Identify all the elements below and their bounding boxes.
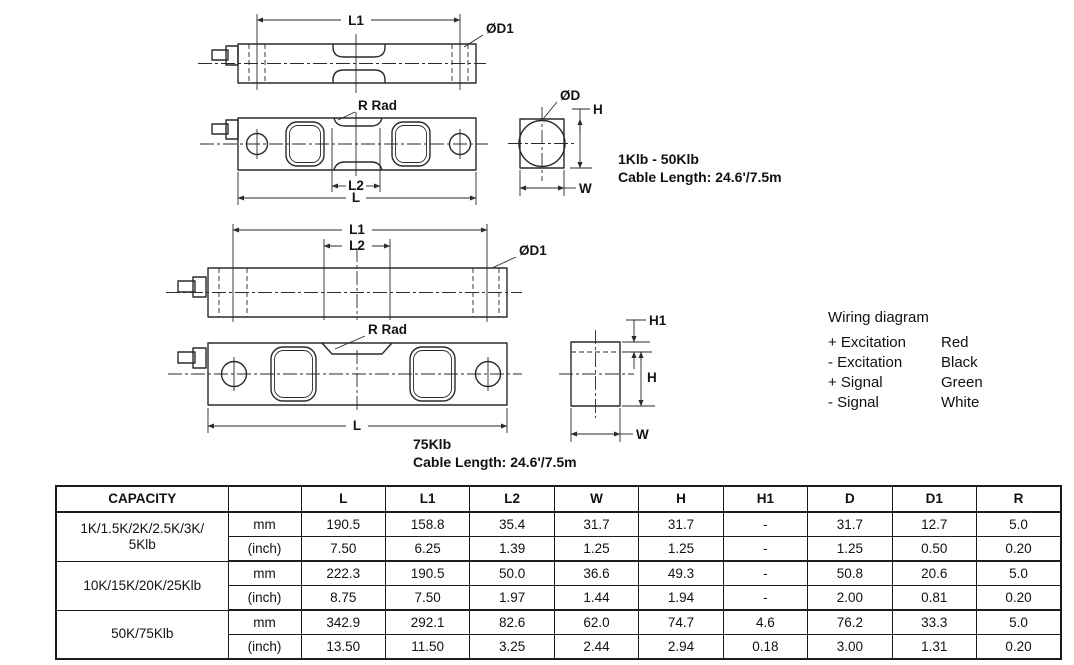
wiring-row: [828, 333, 983, 353]
side-view-small: [198, 13, 514, 93]
column-header-l2: L2: [470, 486, 554, 512]
capacity-cell: [56, 512, 228, 561]
value-cell: 31.7: [639, 512, 723, 537]
unit-cell: mm: [228, 610, 301, 635]
value-cell: 4.6: [723, 610, 807, 635]
capacity-line: 50K/75Klb: [111, 626, 174, 642]
column-header-d: D: [808, 486, 892, 512]
large-cable-length: Cable Length: 24.6'/7.5m: [413, 454, 577, 470]
value-cell: 190.5: [385, 561, 469, 586]
table-row-mm: [56, 610, 1061, 635]
column-header-h1: H1: [723, 486, 807, 512]
value-cell: 342.9: [301, 610, 385, 635]
large-capacity-note: [413, 435, 577, 471]
wiring-signal: - Excitation: [828, 354, 903, 371]
value-cell: 5.0: [977, 610, 1062, 635]
cross-section-small: [508, 88, 603, 196]
value-cell: 12.7: [892, 512, 976, 537]
value-cell: 62.0: [554, 610, 638, 635]
small-capacity-range: 1Klb - 50Klb: [618, 151, 699, 167]
value-cell: 1.25: [639, 537, 723, 562]
value-cell: 35.4: [470, 512, 554, 537]
value-cell: 8.75: [301, 586, 385, 611]
value-cell: 222.3: [301, 561, 385, 586]
large-capacity-range: 75Klb: [413, 436, 452, 452]
wiring-row: [828, 393, 983, 413]
value-cell: 1.44: [554, 586, 638, 611]
value-cell: 50.0: [470, 561, 554, 586]
value-cell: 33.3: [892, 610, 976, 635]
dimension-spec-table: [55, 485, 1062, 660]
value-cell: 292.1: [385, 610, 469, 635]
value-cell: 1.97: [470, 586, 554, 611]
value-cell: 0.20: [977, 586, 1062, 611]
value-cell: 190.5: [301, 512, 385, 537]
column-header-d1: D1: [892, 486, 976, 512]
dim-label-r-rad: R Rad: [358, 98, 398, 113]
wiring-title: Wiring diagram: [828, 309, 929, 326]
value-cell: 13.50: [301, 635, 385, 660]
dim-label-h: H: [647, 370, 657, 385]
value-cell: 1.39: [470, 537, 554, 562]
value-cell: -: [723, 561, 807, 586]
dim-label-d: ØD: [560, 88, 581, 103]
top-view-large: [168, 322, 522, 433]
dim-label-l2: L2: [349, 238, 365, 253]
dim-label-w: W: [579, 181, 592, 196]
value-cell: 31.7: [554, 512, 638, 537]
wiring-row: [828, 353, 983, 373]
dim-label-w: W: [636, 427, 649, 442]
wiring-color: White: [941, 394, 980, 411]
value-cell: 7.50: [385, 586, 469, 611]
value-cell: 20.6: [892, 561, 976, 586]
dim-label-l: L: [352, 418, 362, 433]
wiring-signal: + Signal: [828, 374, 883, 391]
capacity-line: 10K/15K/20K/25Klb: [83, 577, 202, 593]
wiring-color: Red: [941, 334, 969, 351]
dim-label-h: H: [593, 102, 603, 117]
column-header-unit: [228, 486, 301, 512]
value-cell: 5.0: [977, 561, 1062, 586]
wiring-signal: + Excitation: [828, 334, 906, 351]
unit-cell: (inch): [228, 635, 301, 660]
side-view-large: [166, 222, 547, 322]
value-cell: 0.18: [723, 635, 807, 660]
value-cell: 0.20: [977, 537, 1062, 562]
wiring-row: [828, 373, 983, 393]
value-cell: -: [723, 537, 807, 562]
value-cell: 82.6: [470, 610, 554, 635]
capacity-cell: [56, 610, 228, 659]
value-cell: 49.3: [639, 561, 723, 586]
dim-label-d1: ØD1: [486, 21, 514, 36]
capacity-line: 5Klb: [128, 536, 156, 552]
value-cell: 0.50: [892, 537, 976, 562]
value-cell: 7.50: [301, 537, 385, 562]
value-cell: 1.25: [554, 537, 638, 562]
value-cell: 2.44: [554, 635, 638, 660]
value-cell: 5.0: [977, 512, 1062, 537]
small-capacity-note: [618, 150, 782, 186]
dim-label-d1: ØD1: [519, 243, 547, 258]
wiring-color: Black: [941, 354, 978, 371]
unit-cell: (inch): [228, 586, 301, 611]
dim-label-l: L: [351, 190, 361, 205]
wiring-signal: - Signal: [828, 394, 879, 411]
value-cell: 76.2: [808, 610, 892, 635]
value-cell: 1.25: [808, 537, 892, 562]
top-view-small: [200, 98, 488, 205]
table-row-mm: [56, 512, 1061, 537]
capacity-line: 1K/1.5K/2K/2.5K/3K/: [80, 521, 205, 537]
table-row-mm: [56, 561, 1061, 586]
value-cell: 2.94: [639, 635, 723, 660]
value-cell: 2.00: [808, 586, 892, 611]
value-cell: 1.31: [892, 635, 976, 660]
column-header-capacity: CAPACITY: [56, 486, 228, 512]
value-cell: 1.94: [639, 586, 723, 611]
value-cell: 0.20: [977, 635, 1062, 660]
column-header-l: L: [301, 486, 385, 512]
small-cable-length: Cable Length: 24.6'/7.5m: [618, 169, 782, 185]
value-cell: 74.7: [639, 610, 723, 635]
value-cell: 6.25: [385, 537, 469, 562]
header-row: [56, 486, 1061, 512]
wiring-diagram: [828, 309, 983, 413]
column-header-h: H: [639, 486, 723, 512]
column-header-w: W: [554, 486, 638, 512]
value-cell: 3.25: [470, 635, 554, 660]
column-header-l1: L1: [385, 486, 469, 512]
unit-cell: mm: [228, 512, 301, 537]
dim-label-l2: L2: [348, 178, 364, 193]
dim-label-l1: L1: [349, 222, 365, 237]
wiring-color: Green: [941, 374, 983, 391]
dim-label-h1: H1: [649, 313, 667, 328]
cross-section-large: [559, 313, 667, 442]
value-cell: 0.81: [892, 586, 976, 611]
value-cell: 50.8: [808, 561, 892, 586]
dim-label-l1: L1: [348, 13, 364, 28]
capacity-cell: [56, 561, 228, 610]
column-header-r: R: [977, 486, 1062, 512]
value-cell: 3.00: [808, 635, 892, 660]
value-cell: 158.8: [385, 512, 469, 537]
value-cell: 11.50: [385, 635, 469, 660]
value-cell: -: [723, 586, 807, 611]
unit-cell: mm: [228, 561, 301, 586]
value-cell: 31.7: [808, 512, 892, 537]
dim-label-r-rad: R Rad: [368, 322, 408, 337]
value-cell: -: [723, 512, 807, 537]
unit-cell: (inch): [228, 537, 301, 562]
value-cell: 36.6: [554, 561, 638, 586]
